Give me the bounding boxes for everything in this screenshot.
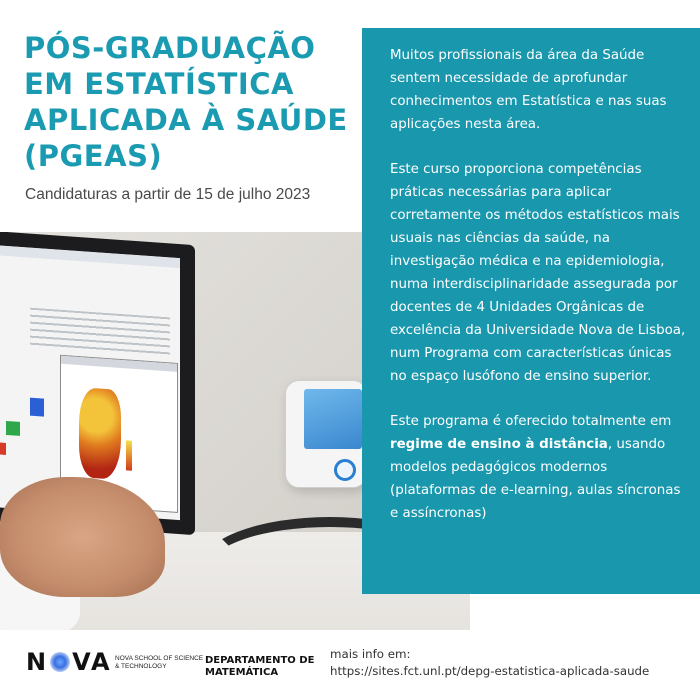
logo-letter-n: N bbox=[26, 648, 49, 676]
nova-logo bbox=[26, 648, 112, 676]
screen-toolbar bbox=[0, 246, 180, 269]
school-name: NOVA SCHOOL OF SCIENCE & TECHNOLOGY bbox=[115, 655, 204, 670]
more-info-label: mais info em: bbox=[330, 647, 411, 661]
info-panel bbox=[362, 28, 700, 594]
monitor-button-icon bbox=[334, 459, 356, 481]
applications-date: Candidaturas a partir de 15 de julho 2023 bbox=[25, 186, 311, 203]
footer bbox=[0, 630, 700, 700]
map-window-titlebar bbox=[61, 356, 177, 372]
portugal-map-illustration bbox=[79, 387, 121, 480]
title-line-1: PÓS-GRADUAÇÃO bbox=[24, 31, 316, 65]
monitor-display bbox=[304, 389, 362, 449]
department-name: DEPARTAMENTO DE MATEMÁTICA bbox=[205, 655, 315, 678]
p3-text-after: , usando modelos pedagógicos modernos (plataformas de e-learning, aulas síncronas e assíncronas) bbox=[390, 437, 681, 521]
title-line-4: (PGEAS) bbox=[24, 139, 163, 173]
page-title bbox=[24, 30, 364, 174]
more-info-url[interactable]: https://sites.fct.unl.pt/depg-estatistica-aplicada-saude bbox=[330, 664, 650, 678]
distance-learning-highlight: regime de ensino à distância bbox=[390, 437, 608, 452]
screen-console-text bbox=[30, 308, 170, 358]
boxplot-blue bbox=[30, 398, 44, 417]
p3-text-before: Este programa é oferecido totalmente em bbox=[390, 414, 672, 429]
info-paragraph-2: Este curso proporciona competências práticas necessárias para aplicar corretamente os métodos estatísticos mais usuais nas ciências da saúde, na investigação médica e na epidemiologia, numa interdisciplinaridade assegurada por docentes de 4 Unidades Orgânicas de excelência da Universidade Nova de Lisboa, num Programa com características únicas no espaço lusófono de ensino superior. bbox=[390, 162, 686, 384]
info-paragraph-1: Muitos profissionais da área da Saúde sentem necessidade de aprofundar conhecimentos em Estatística e nas suas aplicações nesta área. bbox=[390, 48, 667, 132]
boxplot-red bbox=[0, 442, 6, 455]
title-line-3: APLICADA À SAÚDE bbox=[24, 103, 348, 137]
blood-pressure-monitor bbox=[285, 380, 367, 488]
boxplot-green bbox=[6, 421, 20, 436]
more-info bbox=[330, 646, 695, 680]
info-paragraph-3 bbox=[390, 410, 686, 525]
nova-glow-dot-icon bbox=[50, 652, 70, 672]
map-color-legend bbox=[126, 440, 132, 470]
logo-letters-va: VA bbox=[72, 648, 112, 676]
title-line-2: EM ESTATÍSTICA bbox=[24, 67, 294, 101]
